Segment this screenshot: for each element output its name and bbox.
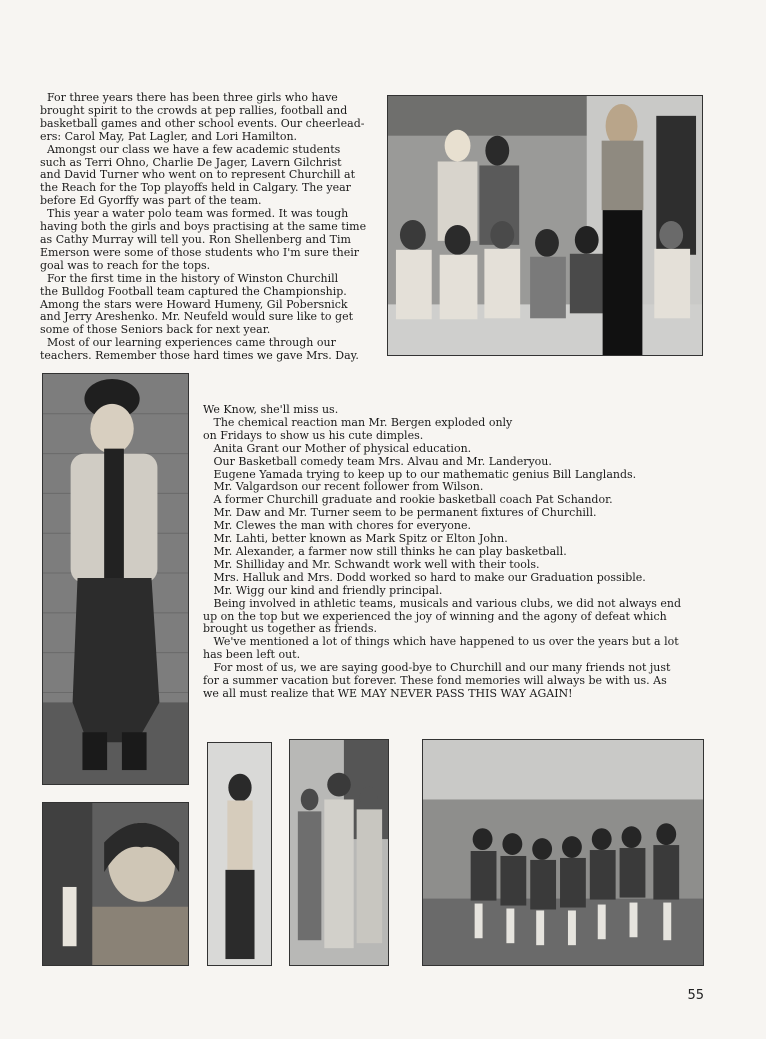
text-line: Mr. Shilliday and Mr. Schwandt work well with their tools. — [203, 557, 540, 571]
intro-text-column — [40, 92, 380, 363]
text-line: Mr. Lahti, better known as Mark Spitz or Elton John. — [203, 532, 508, 546]
text-line: Mrs. Halluk and Mrs. Dodd worked so hard to make our Graduation possible. — [203, 570, 646, 584]
text-line: Mr. Daw and Mr. Turner seem to be permanent fixtures of Churchill. — [203, 506, 597, 520]
text-line: Our Basketball comedy team Mrs. Alvau and Mr. Landeryou. — [203, 454, 552, 468]
text-line: Emerson were some of those students who I'm sure their — [40, 245, 359, 259]
text-line: A former Churchill graduate and rookie basketball coach Pat Schandor. — [203, 493, 613, 507]
student-in-hat-and-scarf-photo — [42, 373, 189, 785]
students-in-overalls-photo — [289, 739, 389, 966]
shirtless-student-photo — [207, 742, 272, 966]
text-line: We've mentioned a lot of things which have happened to us over the years but a lot — [203, 635, 679, 649]
text-line: and David Turner who went on to represent Churchill at — [40, 168, 355, 182]
text-line: and Jerry Areshenko. Mr. Neufeld would sure like to get — [40, 310, 354, 324]
text-line: Mr. Wigg our kind and friendly principal. — [203, 583, 443, 597]
text-line: For the first time in the history of Winston Churchill — [40, 271, 339, 285]
text-line: Anita Grant our Mother of physical education. — [203, 441, 472, 455]
text-line: goal was to reach for the tops. — [40, 258, 211, 272]
text-line: has been left out. — [203, 648, 301, 662]
text-line: This year a water polo team was formed. It was tough — [40, 207, 349, 221]
text-line: the Reach for the Top playoffs held in Calgary. The year — [40, 181, 351, 195]
text-line: for a summer vacation but forever. These fond memories will always be with us. As — [203, 674, 667, 688]
text-line: For three years there has been three girls who have — [40, 91, 338, 104]
text-line: brought us together as friends. — [203, 622, 377, 636]
text-line: Mr. Alexander, a farmer now still thinks he can play basketball. — [203, 544, 567, 558]
text-line: up on the top but we experienced the joy of winning and the agony of defeat which — [203, 609, 667, 623]
text-line: Eugene Yamada trying to keep up to our mathematic genius Bill Langlands. — [203, 467, 637, 481]
text-line: as Cathy Murray will tell you. Ron Shellenberg and Tim — [40, 232, 351, 246]
text-line: Amongst our class we have a few academic students — [40, 142, 341, 156]
text-line: on Fridays to show us his cute dimples. — [203, 428, 424, 442]
group-of-students-photo — [387, 95, 703, 356]
student-painting-photo — [42, 802, 189, 966]
text-line: before Ed Gyorffy was part of the team. — [40, 194, 262, 208]
text-line: basketball games and other school events. Our cheerlead- — [40, 116, 365, 130]
text-line: Most of our learning experiences came through our — [40, 336, 336, 350]
text-line: Being involved in athletic teams, musicals and various clubs, we did not always end — [203, 596, 682, 610]
text-line: brought spirit to the crowds at pep rallies, football and — [40, 103, 348, 117]
text-line: Mr. Valgardson our recent follower from Wilson. — [203, 480, 484, 494]
teachers-memories-text — [203, 404, 713, 701]
text-line: having both the girls and boys practising at the same time — [40, 220, 367, 234]
text-line: The chemical reaction man Mr. Bergen exploded only — [203, 415, 513, 429]
text-line: For most of us, we are saying good-bye to Churchill and our many friends not just — [203, 661, 671, 675]
page-number: 55 — [687, 988, 704, 1003]
text-line: such as Terri Ohno, Charlie De Jager, Lavern Gilchrist — [40, 155, 342, 169]
text-line: the Bulldog Football team captured the Championship. — [40, 284, 347, 298]
text-line: We Know, she'll miss us. — [203, 403, 339, 416]
text-line: Among the stars were Howard Humeny, Gil Pobersnick — [40, 297, 348, 311]
text-line: Mr. Clewes the man with chores for everyone. — [203, 519, 471, 533]
text-line: ers: Carol May, Pat Lagler, and Lori Hamilton. — [40, 129, 298, 143]
text-line: we all must realize that WE MAY NEVER PASS THIS WAY AGAIN! — [203, 686, 573, 700]
text-line: some of those Seniors back for next year. — [40, 323, 271, 337]
basketball-team-bench-photo — [422, 739, 704, 966]
text-line: teachers. Remember those hard times we gave Mrs. Day. — [40, 349, 359, 363]
